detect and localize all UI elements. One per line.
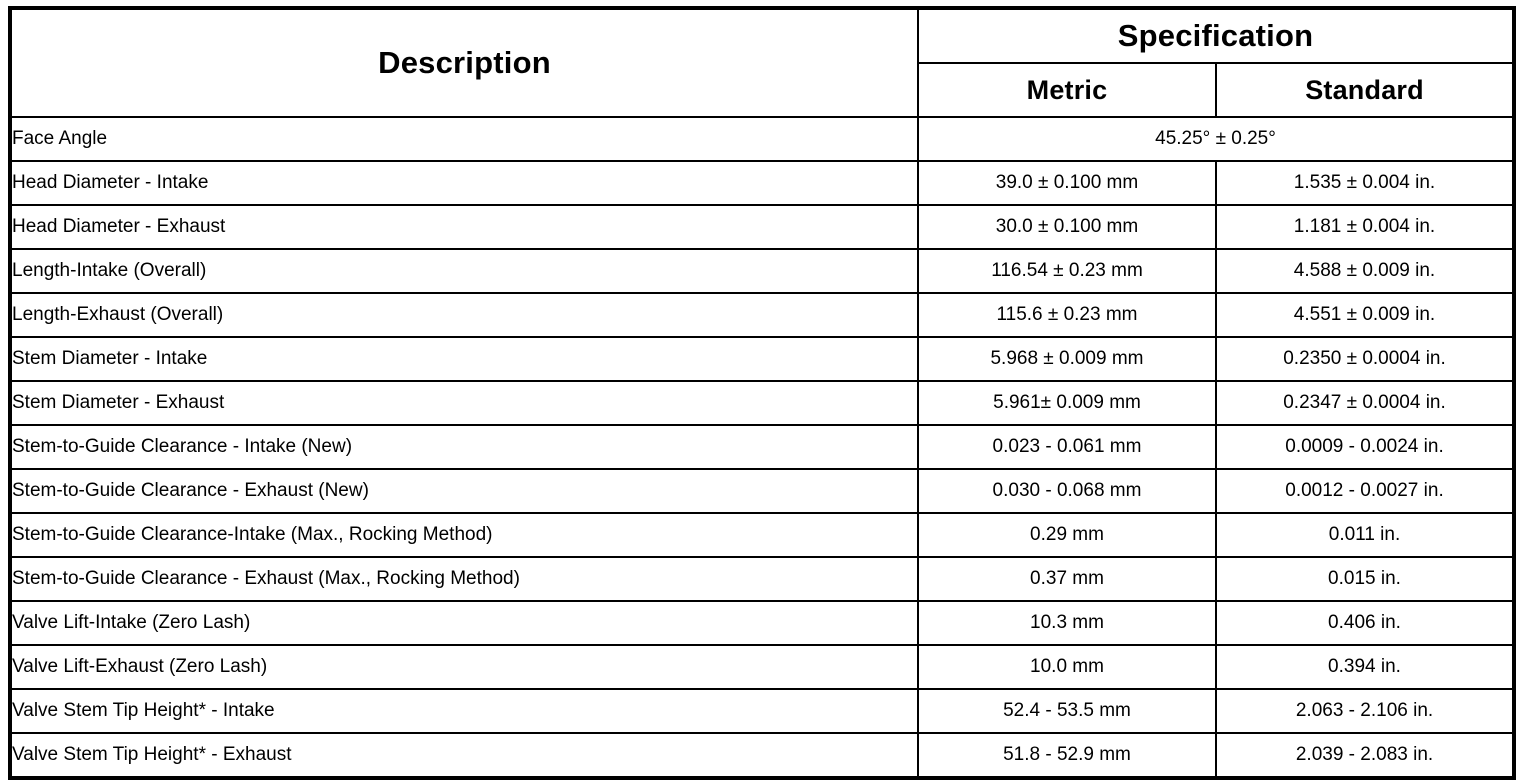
cell-metric: 0.37 mm bbox=[918, 557, 1216, 601]
cell-metric: 10.3 mm bbox=[918, 601, 1216, 645]
table-row bbox=[10, 513, 1514, 557]
cell-description: Valve Stem Tip Height* - Intake bbox=[10, 689, 918, 733]
cell-description: Stem-to-Guide Clearance - Exhaust (Max., Rocking Method) bbox=[10, 557, 918, 601]
header-metric: Metric bbox=[918, 63, 1216, 117]
table-row bbox=[10, 161, 1514, 205]
cell-description: Length-Exhaust (Overall) bbox=[10, 293, 918, 337]
cell-description: Stem-to-Guide Clearance - Intake (New) bbox=[10, 425, 918, 469]
cell-metric: 115.6 ± 0.23 mm bbox=[918, 293, 1216, 337]
cell-metric: 30.0 ± 0.100 mm bbox=[918, 205, 1216, 249]
cell-metric: 52.4 - 53.5 mm bbox=[918, 689, 1216, 733]
cell-description: Length-Intake (Overall) bbox=[10, 249, 918, 293]
cell-metric: 51.8 - 52.9 mm bbox=[918, 733, 1216, 778]
cell-description: Stem-to-Guide Clearance - Exhaust (New) bbox=[10, 469, 918, 513]
table-row bbox=[10, 205, 1514, 249]
cell-metric: 10.0 mm bbox=[918, 645, 1216, 689]
table-row bbox=[10, 117, 1514, 161]
table-row bbox=[10, 381, 1514, 425]
cell-description: Valve Lift-Exhaust (Zero Lash) bbox=[10, 645, 918, 689]
table-row bbox=[10, 645, 1514, 689]
header-description: Description bbox=[10, 8, 918, 117]
cell-description: Head Diameter - Intake bbox=[10, 161, 918, 205]
valve-specification-table bbox=[8, 6, 1516, 780]
cell-standard: 4.551 ± 0.009 in. bbox=[1216, 293, 1514, 337]
table-body bbox=[10, 117, 1514, 778]
cell-standard: 0.0012 - 0.0027 in. bbox=[1216, 469, 1514, 513]
cell-standard: 1.181 ± 0.004 in. bbox=[1216, 205, 1514, 249]
cell-description: Valve Lift-Intake (Zero Lash) bbox=[10, 601, 918, 645]
header-row-top bbox=[10, 8, 1514, 63]
table-row bbox=[10, 601, 1514, 645]
cell-metric: 0.023 - 0.061 mm bbox=[918, 425, 1216, 469]
table-row bbox=[10, 689, 1514, 733]
cell-standard: 0.406 in. bbox=[1216, 601, 1514, 645]
table-row bbox=[10, 249, 1514, 293]
cell-metric: 5.961± 0.009 mm bbox=[918, 381, 1216, 425]
cell-standard: 0.015 in. bbox=[1216, 557, 1514, 601]
cell-standard: 0.011 in. bbox=[1216, 513, 1514, 557]
table-row bbox=[10, 469, 1514, 513]
table-row bbox=[10, 733, 1514, 778]
cell-metric: 0.030 - 0.068 mm bbox=[918, 469, 1216, 513]
cell-metric: 5.968 ± 0.009 mm bbox=[918, 337, 1216, 381]
cell-standard: 2.063 - 2.106 in. bbox=[1216, 689, 1514, 733]
cell-metric: 0.29 mm bbox=[918, 513, 1216, 557]
table-row bbox=[10, 425, 1514, 469]
cell-metric: 39.0 ± 0.100 mm bbox=[918, 161, 1216, 205]
spec-table-sheet bbox=[0, 6, 1520, 765]
cell-standard: 4.588 ± 0.009 in. bbox=[1216, 249, 1514, 293]
table-row bbox=[10, 337, 1514, 381]
cell-standard: 0.0009 - 0.0024 in. bbox=[1216, 425, 1514, 469]
cell-standard: 0.2350 ± 0.0004 in. bbox=[1216, 337, 1514, 381]
cell-description: Stem Diameter - Intake bbox=[10, 337, 918, 381]
header-standard: Standard bbox=[1216, 63, 1514, 117]
cell-standard: 1.535 ± 0.004 in. bbox=[1216, 161, 1514, 205]
cell-standard: 2.039 - 2.083 in. bbox=[1216, 733, 1514, 778]
cell-value-combined: 45.25° ± 0.25° bbox=[918, 117, 1514, 161]
cell-metric: 116.54 ± 0.23 mm bbox=[918, 249, 1216, 293]
header-specification: Specification bbox=[918, 8, 1514, 63]
cell-description: Head Diameter - Exhaust bbox=[10, 205, 918, 249]
cell-description: Stem-to-Guide Clearance-Intake (Max., Rocking Method) bbox=[10, 513, 918, 557]
cell-description: Valve Stem Tip Height* - Exhaust bbox=[10, 733, 918, 778]
cell-description: Stem Diameter - Exhaust bbox=[10, 381, 918, 425]
table-header bbox=[10, 8, 1514, 117]
cell-standard: 0.2347 ± 0.0004 in. bbox=[1216, 381, 1514, 425]
cell-description: Face Angle bbox=[10, 117, 918, 161]
table-row bbox=[10, 557, 1514, 601]
table-row bbox=[10, 293, 1514, 337]
cell-standard: 0.394 in. bbox=[1216, 645, 1514, 689]
